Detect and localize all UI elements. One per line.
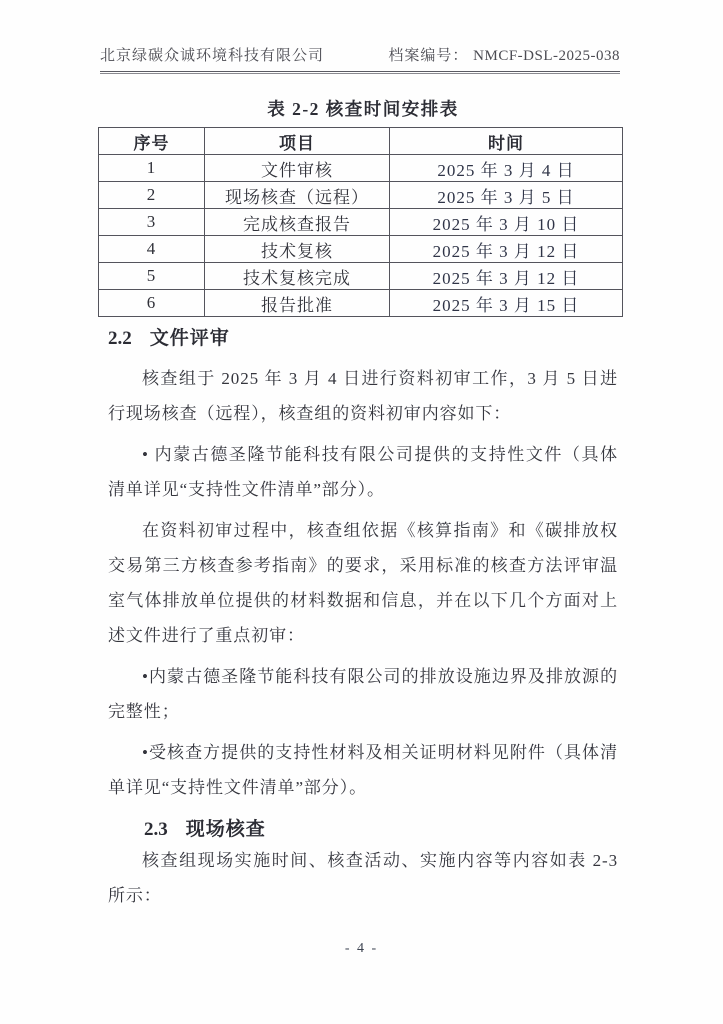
cell-seq: 4 bbox=[99, 236, 205, 263]
cell-seq: 1 bbox=[99, 155, 205, 182]
cell-time: 2025 年 3 月 10 日 bbox=[390, 209, 623, 236]
file-number bbox=[388, 46, 620, 66]
bullet-supporting-materials: •受核查方提供的支持性材料及相关证明材料见附件（具体清单详见“支持性文件清单”部分）。 bbox=[108, 743, 618, 797]
paragraph-onsite-verification-intro: 核查组现场实施时间、核查活动、实施内容等内容如表 2-3 所示： bbox=[108, 851, 618, 905]
table-header-row bbox=[99, 128, 623, 155]
cell-item: 文件审核 bbox=[205, 155, 390, 182]
cell-seq: 2 bbox=[99, 182, 205, 209]
table-row bbox=[99, 263, 623, 290]
table-row bbox=[99, 182, 623, 209]
file-number-label: 档案编号： bbox=[388, 48, 469, 64]
table-row bbox=[99, 209, 623, 236]
cell-seq: 3 bbox=[99, 209, 205, 236]
section-number: 2.2 bbox=[108, 328, 132, 349]
table-row bbox=[99, 155, 623, 182]
section-number: 2.3 bbox=[144, 819, 168, 840]
cell-item: 现场核查（远程） bbox=[205, 182, 390, 209]
cell-time: 2025 年 3 月 15 日 bbox=[390, 290, 623, 317]
cell-seq: 5 bbox=[99, 263, 205, 290]
bullet-emission-boundary: •内蒙古德圣隆节能科技有限公司的排放设施边界及排放源的完整性； bbox=[108, 667, 618, 721]
bullet-supporting-documents: • 内蒙古德圣隆节能科技有限公司提供的支持性文件（具体清单详见“支持性文件清单”部分）。 bbox=[108, 445, 618, 499]
company-name: 北京绿碳众诚环境科技有限公司 bbox=[100, 48, 325, 64]
cell-item: 技术复核 bbox=[205, 236, 390, 263]
col-header-time: 时间 bbox=[390, 128, 623, 155]
file-number-value: NMCF-DSL-2025-038 bbox=[473, 48, 620, 64]
col-header-seq: 序号 bbox=[99, 128, 205, 155]
section-2-2-heading bbox=[108, 326, 618, 352]
cell-time: 2025 年 3 月 12 日 bbox=[390, 236, 623, 263]
cell-item: 完成核查报告 bbox=[205, 209, 390, 236]
cell-item: 技术复核完成 bbox=[205, 263, 390, 290]
cell-item: 报告批准 bbox=[205, 290, 390, 317]
cell-seq: 6 bbox=[99, 290, 205, 317]
table-caption: 表 2-2 核查时间安排表 bbox=[267, 99, 459, 119]
table-row bbox=[99, 290, 623, 317]
header-rule bbox=[100, 71, 620, 74]
paragraph-document-review-intro: 核查组于 2025 年 3 月 4 日进行资料初审工作，3 月 5 日进行现场核查（远程），核查组的资料初审内容如下： bbox=[108, 369, 618, 423]
table-row bbox=[99, 236, 623, 263]
verification-schedule-table bbox=[98, 127, 623, 317]
page-header bbox=[100, 46, 620, 66]
section-2-3-heading bbox=[144, 817, 618, 843]
col-header-item: 项目 bbox=[205, 128, 390, 155]
cell-time: 2025 年 3 月 4 日 bbox=[390, 155, 623, 182]
section-title: 现场核查 bbox=[185, 819, 266, 840]
cell-time: 2025 年 3 月 12 日 bbox=[390, 263, 623, 290]
paragraph-review-process: 在资料初审过程中，核查组依据《核算指南》和《碳排放权交易第三方核查参考指南》的要求，采用标准的核查方法评审温室气体排放单位提供的材料数据和信息，并在以下几个方面对上述文件进行了重点初审： bbox=[108, 521, 618, 645]
page-number: - 4 - bbox=[344, 941, 379, 956]
section-title: 文件评审 bbox=[149, 328, 230, 349]
cell-time: 2025 年 3 月 5 日 bbox=[390, 182, 623, 209]
